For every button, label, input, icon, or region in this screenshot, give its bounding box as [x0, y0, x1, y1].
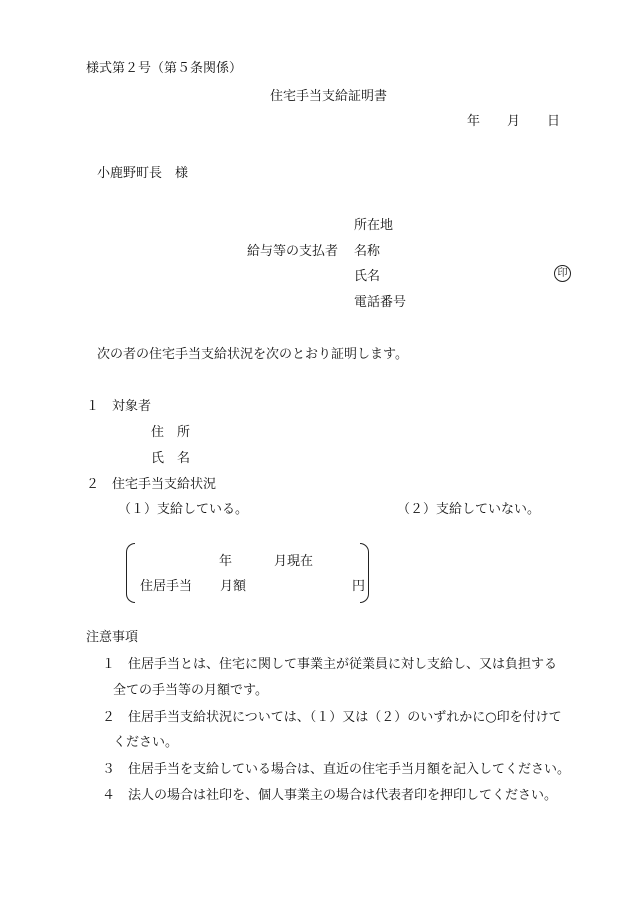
allowance-label: 住居手当	[140, 579, 193, 594]
payer-phone-label: 電話番号	[354, 295, 407, 310]
note-1-line2: 全ての手当等の月額です。	[113, 683, 268, 698]
date-month-label: 月	[507, 114, 521, 129]
document-title: 住宅手当支給証明書	[270, 89, 388, 104]
left-bracket	[126, 543, 135, 603]
note-1-line1: １ 住居手当とは、住宅に関して事業主が従業員に対し支給し、又は負担する	[102, 657, 558, 672]
form-number: 様式第２号（第５条関係）	[86, 61, 243, 76]
payer-label: 給与等の支払者	[247, 244, 339, 259]
seal-mark: 印	[554, 265, 571, 282]
note-4: ４ 法人の場合は社印を、個人事業主の場合は代表者印を押印してください。	[102, 788, 558, 803]
payer-address-label: 所在地	[354, 218, 394, 233]
date-year-label: 年	[467, 114, 481, 129]
certification-statement: 次の者の住宅手当支給状況を次のとおり証明します。	[97, 347, 408, 362]
note-2-line2: ください。	[113, 735, 179, 750]
note-2-line1: ２ 住居手当支給状況については、（１）又は（２）のいずれかに○印を付けて	[102, 710, 562, 725]
section2-heading: ２ 住宅手当支給状況	[86, 477, 217, 492]
note-3: ３ 住居手当を支給している場合は、直近の住宅手当月額を記入してください。	[102, 762, 571, 777]
addressee: 小鹿野町長 様	[97, 166, 189, 181]
monthly-amount-label: 月額	[220, 579, 247, 594]
section1-heading: １ 対象者	[86, 399, 152, 414]
yen-label: 円	[352, 579, 366, 594]
payer-name-label: 名称	[354, 244, 381, 259]
option-paying: （１）支給している。	[118, 502, 249, 517]
payer-person-label: 氏名	[354, 269, 381, 284]
subject-address-label: 住 所	[151, 425, 191, 440]
date-day-label: 日	[547, 114, 561, 129]
notes-heading: 注意事項	[86, 630, 139, 645]
bracket-as-of-label: 月現在	[274, 554, 314, 569]
option-not-paying: （２）支給していない。	[397, 502, 541, 517]
subject-name-label: 氏 名	[151, 451, 191, 466]
bracket-year-label: 年	[219, 554, 233, 569]
